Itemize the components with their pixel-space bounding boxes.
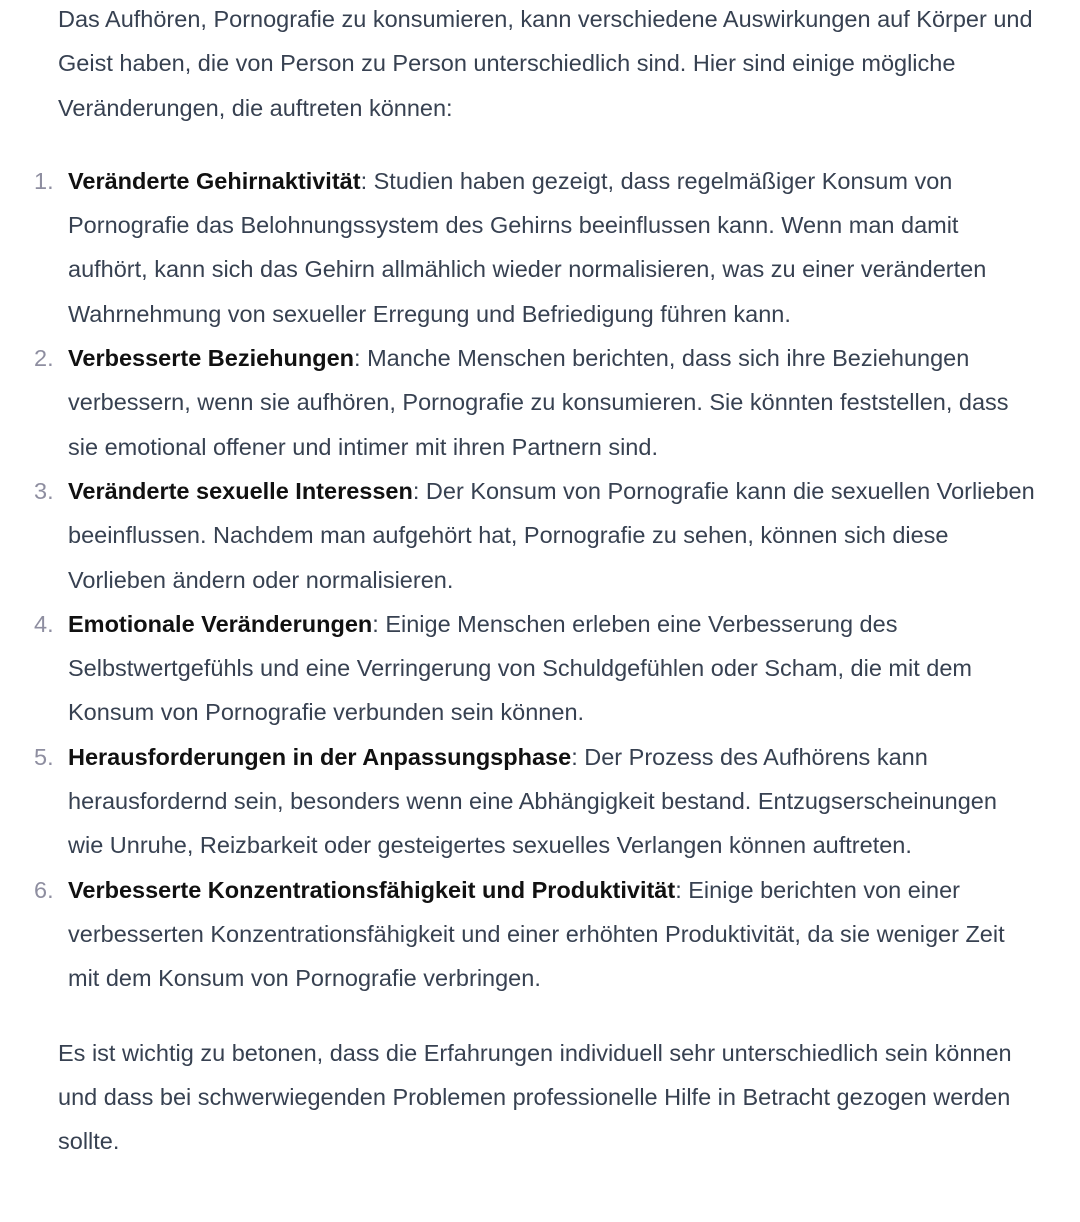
list-item-term: Verbesserte Beziehungen [68, 345, 355, 372]
list-item-text: : Manche Menschen berichten, dass sich ihre Beziehungen verbessern, wenn sie aufhören, Pornografie zu konsumieren. Sie könnten feststellen, dass sie emotional offener und intimer mit ihren Partnern sind. [68, 345, 1009, 460]
intro-paragraph: Das Aufhören, Pornografie zu konsumieren, kann verschiedene Auswirkungen auf Körper und Geist haben, die von Person zu Person unterschiedlich sind. Hier sind einige mögliche Veränderungen, die auftreten können: [58, 6, 1033, 121]
list-item-term: Herausforderungen in der Anpassungsphase [68, 743, 572, 770]
list-item-number: 4. [34, 610, 54, 637]
effects-list [34, 159, 1038, 1001]
list-item [34, 868, 1038, 1001]
list-item-text: : Der Konsum von Pornografie kann die sexuellen Vorlieben beeinflussen. Nachdem man aufgehört hat, Pornografie zu sehen, können sich diese Vorlieben ändern oder normalisieren. [68, 477, 1035, 593]
list-item-number: 5. [34, 743, 54, 770]
list-item [34, 735, 1038, 868]
list-item [34, 469, 1038, 602]
list-item-text: : Der Prozess des Aufhörens kann herausfordernd sein, besonders wenn eine Abhängigkeit bestand. Entzugserscheinungen wie Unruhe, Reizbarkeit oder gesteigertes sexuelles Verlangen können auftreten. [68, 743, 997, 859]
list-item [34, 602, 1038, 735]
list-item-text: : Studien haben gezeigt, dass regelmäßiger Konsum von Pornografie das Belohnungssystem des Gehirns beeinflussen kann. Wenn man damit aufhört, kann sich das Gehirn allmählich wieder normalisieren, was zu einer veränderten Wahrnehmung von sexueller Erregung und Befriedigung führen kann. [68, 167, 987, 327]
list-item-number: 3. [34, 477, 54, 504]
list-item-number: 1. [34, 167, 54, 194]
list-item-term: Emotionale Veränderungen [68, 610, 373, 637]
closing-paragraph: Es ist wichtig zu betonen, dass die Erfahrungen individuell sehr unterschiedlich sein können und dass bei schwerwiegenden Problemen professionelle Hilfe in Betracht gezogen werden sollte. [58, 1039, 1012, 1155]
list-item-term: Veränderte Gehirnaktivität [68, 167, 361, 194]
list-item [34, 336, 1038, 469]
list-item-number: 2. [34, 345, 54, 372]
list-item-number: 6. [34, 876, 54, 903]
list-item-text: : Einige berichten von einer verbesserten Konzentrationsfähigkeit und einer erhöhten Produktivität, da sie weniger Zeit mit dem Konsum von Pornografie verbringen. [68, 876, 1005, 992]
list-item-text: : Einige Menschen erleben eine Verbesserung des Selbstwertgefühls und eine Verringerung von Schuldgefühlen oder Scham, die mit dem Konsum von Pornografie verbunden sein können. [68, 610, 972, 726]
message-content [34, 0, 1038, 1163]
list-item-term: Veränderte sexuelle Interessen [68, 477, 413, 504]
list-item-term: Verbesserte Konzentrationsfähigkeit und Produktivität [68, 876, 676, 903]
list-item [34, 159, 1038, 336]
